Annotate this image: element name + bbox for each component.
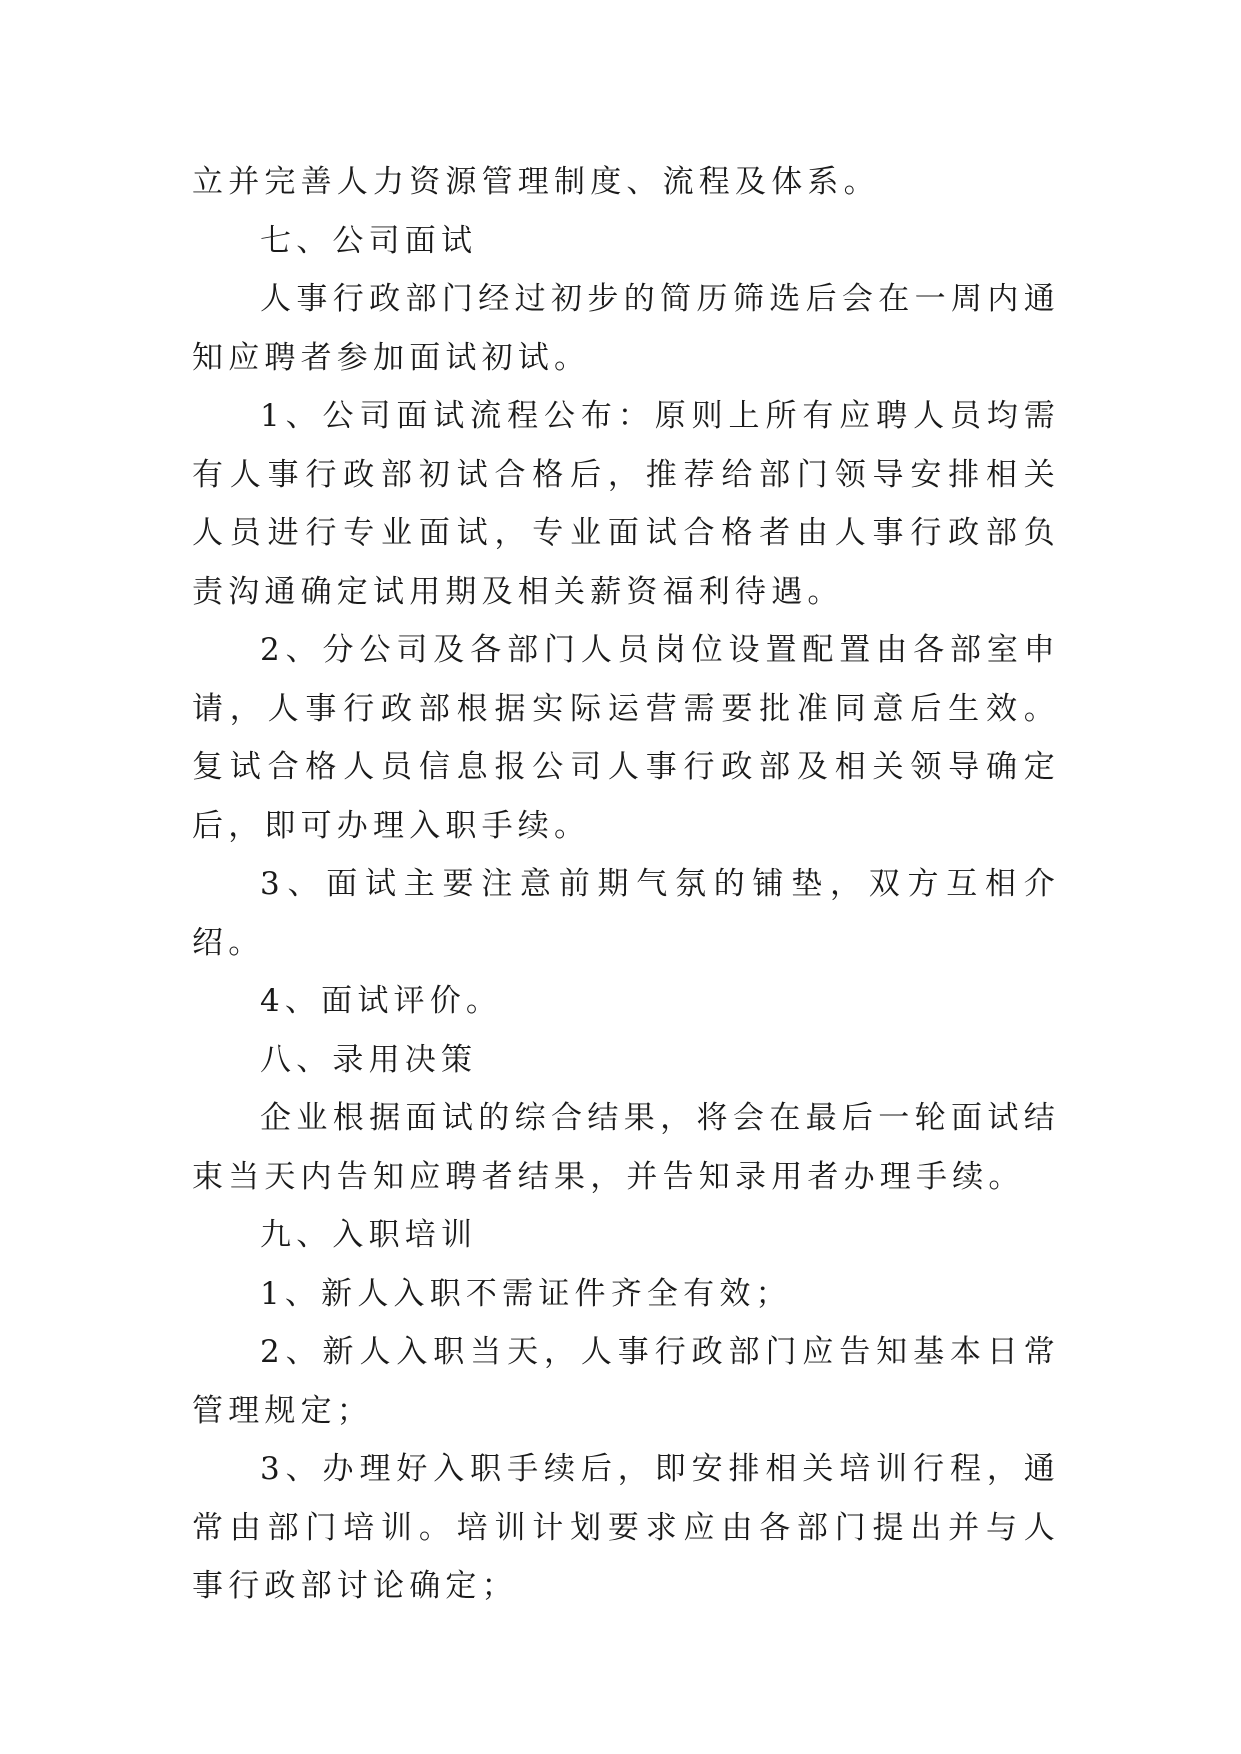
- section-heading-hiring-decision: 八、录用决策: [260, 1041, 478, 1078]
- section-heading-onboarding: 九、入职培训: [260, 1217, 478, 1253]
- paragraph-interview-item-1: 1、公司面试流程公布：原则上所有应聘人员均需有人事行政部初试合格后，推荐给部门领导安排相关人员进行专业面试，专业面试合格者由人事行政部负责沟通确定试用期及相关薪资福利待遇。: [192, 398, 1060, 610]
- section-heading-interview: 七、公司面试: [260, 222, 478, 259]
- document-body: [192, 153, 1060, 1616]
- paragraph-interview-item-3: 3、面试主要注意前期气氛的铺垫，双方互相介绍。: [192, 866, 1060, 961]
- paragraph-hiring-decision: 企业根据面试的综合结果，将会在最后一轮面试结束当天内告知应聘者结果，并告知录用者办理手续。: [192, 1100, 1060, 1195]
- paragraph-onboarding-item-1: 1、新人入职不需证件齐全有效；: [260, 1275, 792, 1312]
- paragraph-interview-item-4: 4、面试评价。: [260, 983, 503, 1019]
- paragraph-interview-intro: 人事行政部门经过初步的简历筛选后会在一周内通知应聘者参加面试初试。: [192, 281, 1060, 376]
- paragraph-onboarding-item-2: 2、新人入职当天，人事行政部门应告知基本日常管理规定；: [192, 1334, 1060, 1429]
- paragraph-interview-item-2: 2、分公司及各部门人员岗位设置配置由各部室申请，人事行政部根据实际运营需要批准同意后生效。复试合格人员信息报公司人事行政部及相关领导确定后，即可办理入职手续。: [192, 632, 1060, 844]
- paragraph-onboarding-item-3: 3、办理好入职手续后，即安排相关培训行程，通常由部门培训。培训计划要求应由各部门提出并与人事行政部讨论确定；: [192, 1451, 1060, 1604]
- paragraph-continuation: 立并完善人力资源管理制度、流程及体系。: [192, 164, 880, 200]
